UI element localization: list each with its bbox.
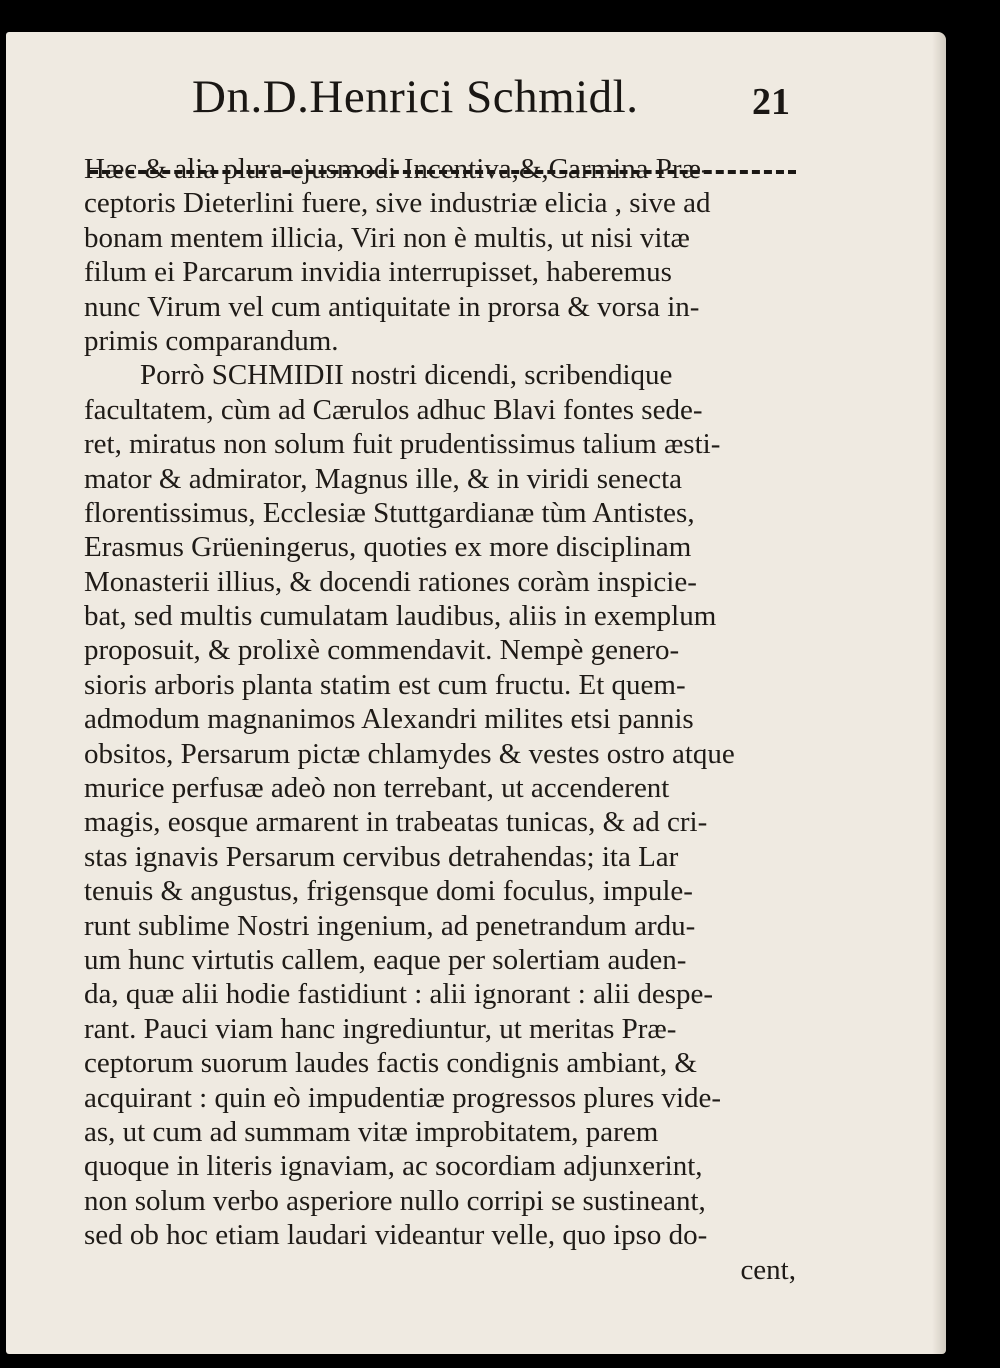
text-line: admodum magnanimos Alexandri milites etsi pannis (84, 703, 694, 736)
text-line: ceptorum suorum laudes factis condignis ambiant, & (84, 1047, 697, 1080)
text-line: proposuit, & prolixè commendavit. Nempè genero- (84, 634, 680, 667)
text-line: stas ignavis Persarum cervibus detrahendas; ita Lar (84, 840, 679, 873)
running-title: Dn.D.Henrici Schmidl. (192, 71, 639, 123)
book-page (6, 32, 946, 1354)
text-line: um hunc virtutis callem, eaque per solertiam auden- (84, 943, 687, 976)
text-line: bat, sed multis cumulatam laudibus, aliis in exemplum (84, 600, 717, 633)
text-line: florentissimus, Ecclesiæ Stuttgardianæ tùm Antistes, (84, 496, 695, 529)
text-line: primis comparandum. (84, 324, 339, 357)
text-line: non solum verbo asperiore nullo corripi se sustineant, (84, 1184, 706, 1217)
text-line: mator & admirator, Magnus ille, & in viridi senecta (84, 462, 683, 495)
text-line: Porrò SCHMIDII nostri dicendi, scribendique (140, 359, 673, 392)
page-header (6, 70, 946, 140)
text-line: as, ut cum ad summam vitæ improbitatem, parem (84, 1115, 659, 1148)
text-line: facultatem, cùm ad Cærulos adhuc Blavi fontes sede- (84, 393, 703, 426)
text-line: da, quæ alii hodie fastidiunt : alii ignorant : alii despe- (84, 978, 714, 1011)
text-line: obsitos, Persarum pictæ chlamydes & vestes ostro atque (84, 737, 735, 770)
text-line: Hæc & alia plura ejusmodi Incentiva,&,Carmina Præ- (84, 153, 711, 185)
text-line: rant. Pauci viam hanc ingrediuntur, ut meritas Præ- (84, 1012, 677, 1045)
text-line: ceptoris Dieterlini fuere, sive industriæ elicia , sive ad (84, 187, 711, 220)
text-line: acquirant : quin eò impudentiæ progressos plures vide- (84, 1081, 722, 1114)
catchword: cent, (740, 1253, 796, 1286)
text-line: tenuis & angustus, frigensque domi foculus, impule- (84, 875, 693, 908)
text-line: sed ob hoc etiam laudari videantur velle, quo ipso do- (84, 1219, 708, 1252)
text-line: Monasterii illius, & docendi rationes coràm inspicie- (84, 565, 697, 598)
text-line: quoque in literis ignaviam, ac socordiam adjunxerint, (84, 1150, 703, 1183)
text-line: magis, eosque armarent in trabeatas tunicas, & ad cri- (84, 806, 708, 839)
body-text (84, 152, 796, 1287)
text-line: ret, miratus non solum fuit prudentissimus talium æsti- (84, 428, 721, 461)
text-line: runt sublime Nostri ingenium, ad penetrandum ardu- (84, 909, 696, 942)
text-line: sioris arboris planta statim est cum fructu. Et quem- (84, 668, 686, 701)
text-line: murice perfusæ adeò non terrebant, ut accenderent (84, 772, 670, 805)
text-line: nunc Virum vel cum antiquitate in prorsa & vorsa in- (84, 290, 700, 323)
text-line: Erasmus Grüeningerus, quoties ex more disciplinam (84, 531, 692, 564)
text-line: filum ei Parcarum invidia interrupisset, haberemus (84, 256, 672, 289)
page-number: 21 (752, 81, 790, 123)
text-line: bonam mentem illicia, Viri non è multis, ut nisi vitæ (84, 221, 690, 254)
